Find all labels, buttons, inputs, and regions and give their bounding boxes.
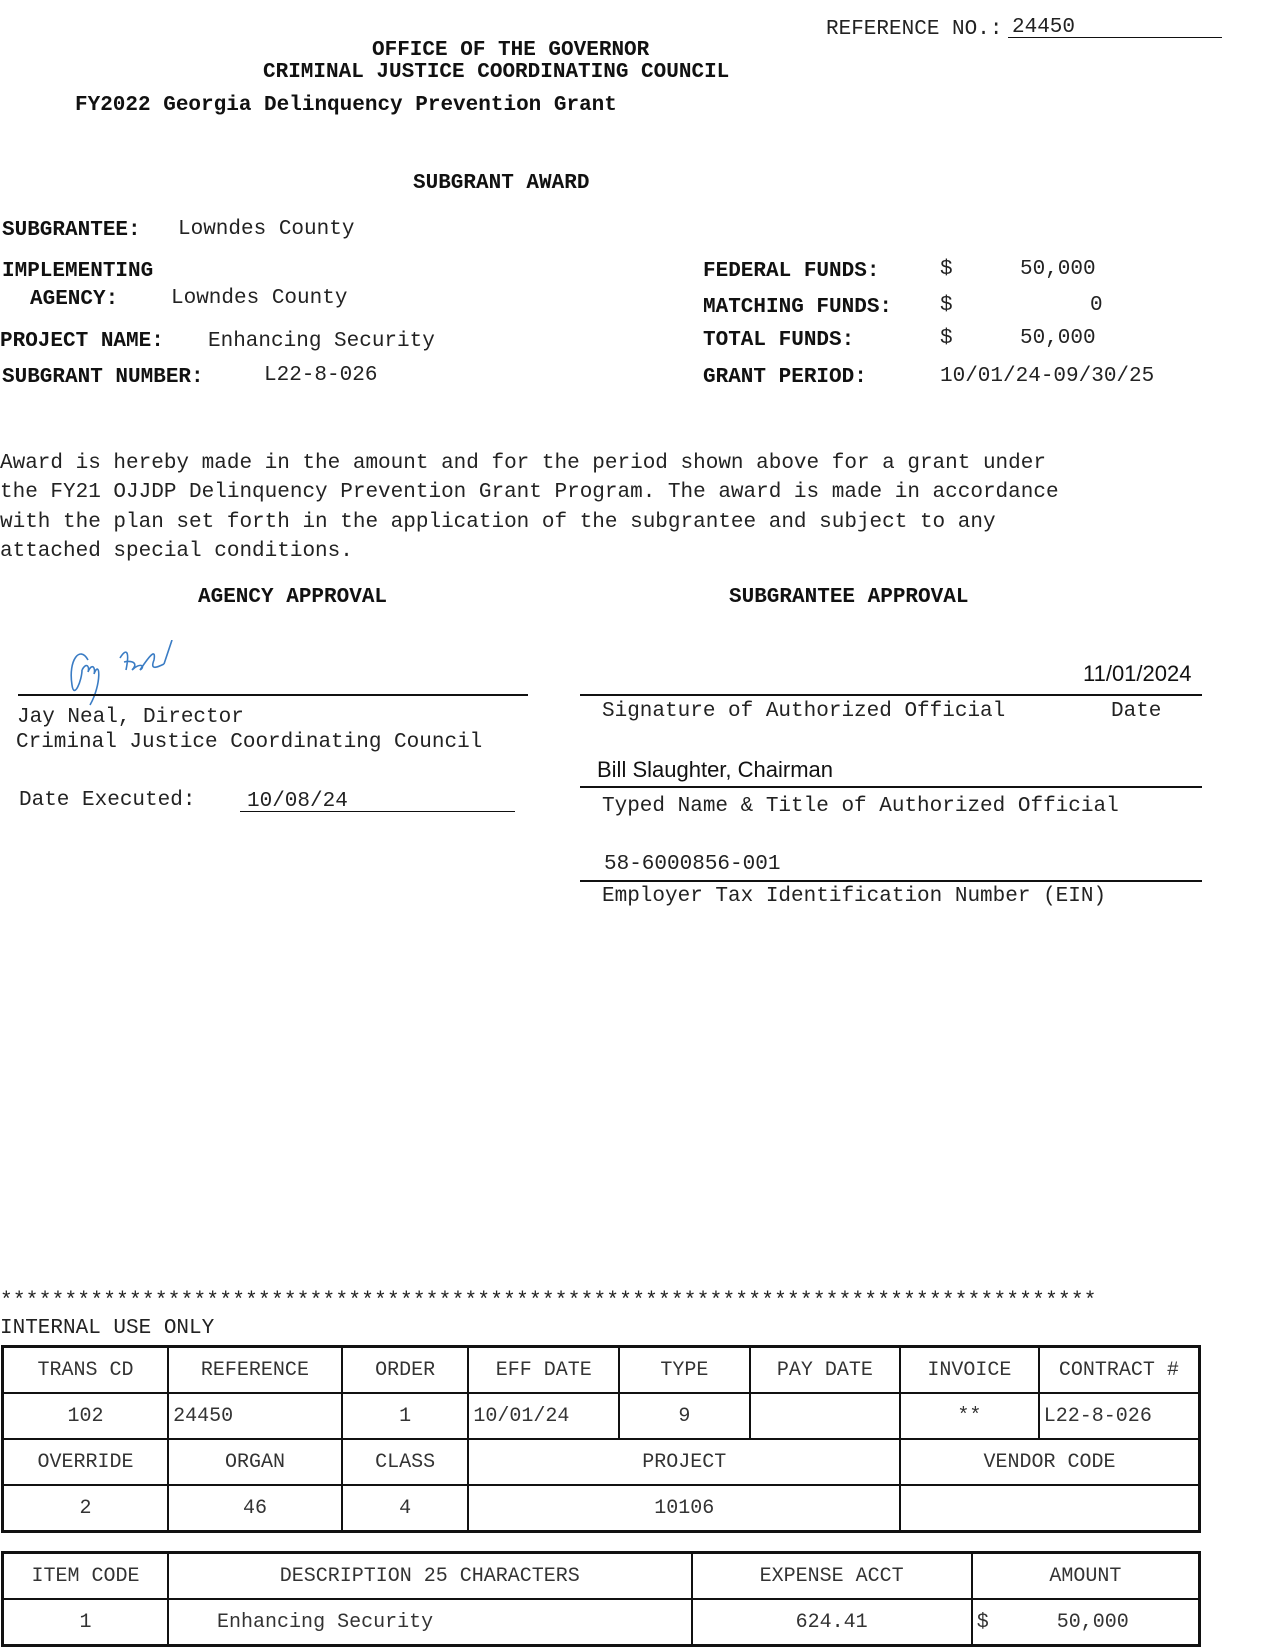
header-cell: ITEM CODE bbox=[3, 1553, 169, 1600]
cell: 9 bbox=[619, 1393, 750, 1439]
table-row bbox=[3, 1347, 1200, 1394]
amount-cell bbox=[972, 1599, 1200, 1646]
award-line: with the plan set forth in the application of the subgrantee and subject to any bbox=[0, 510, 996, 534]
subgrantee-sign-date: 11/01/2024 bbox=[1083, 661, 1192, 686]
office-title: OFFICE OF THE GOVERNOR bbox=[372, 39, 650, 62]
reference-underline bbox=[1008, 37, 1222, 38]
subgrant-number-label: SUBGRANT NUMBER: bbox=[2, 366, 204, 389]
date-label: Date bbox=[1111, 700, 1162, 723]
subgrantee-value: Lowndes County bbox=[178, 218, 355, 241]
cell bbox=[900, 1485, 1199, 1532]
federal-value: 50,000 bbox=[1020, 258, 1096, 281]
separator-stars: ************************************************************************************* bbox=[0, 1290, 1097, 1313]
project-label: PROJECT NAME: bbox=[0, 330, 164, 353]
typed-name-value: Bill Slaughter, Chairman bbox=[597, 757, 834, 782]
ein-line bbox=[580, 880, 1202, 882]
header-cell: TYPE bbox=[619, 1347, 750, 1394]
typed-name-label: Typed Name & Title of Authorized Official bbox=[602, 795, 1119, 818]
cell: 10/01/24 bbox=[468, 1393, 619, 1439]
total-value: 50,000 bbox=[1020, 327, 1096, 350]
council-title: CRIMINAL JUSTICE COORDINATING COUNCIL bbox=[263, 61, 730, 84]
subgrantee-approval-heading: SUBGRANTEE APPROVAL bbox=[729, 586, 969, 609]
agency-signature-line bbox=[18, 694, 528, 696]
period-value: 10/01/24-09/30/25 bbox=[940, 365, 1155, 388]
header-cell: EFF DATE bbox=[468, 1347, 619, 1394]
cell: 102 bbox=[3, 1393, 169, 1439]
cell: L22-8-026 bbox=[1039, 1393, 1200, 1439]
matching-label: MATCHING FUNDS: bbox=[703, 296, 893, 319]
total-label: TOTAL FUNDS: bbox=[703, 329, 855, 352]
subgrantee-label: SUBGRANTEE: bbox=[2, 219, 141, 242]
director-name: Jay Neal, Director bbox=[17, 706, 244, 729]
cell bbox=[750, 1393, 900, 1439]
header-cell: CLASS bbox=[342, 1439, 469, 1485]
cell: 624.41 bbox=[692, 1599, 972, 1646]
cell: 4 bbox=[342, 1485, 469, 1532]
agency-value: Lowndes County bbox=[171, 287, 348, 310]
table-row bbox=[3, 1599, 1200, 1646]
header-cell: ORGAN bbox=[168, 1439, 342, 1485]
federal-label: FEDERAL FUNDS: bbox=[703, 260, 880, 283]
cell: 1 bbox=[3, 1599, 169, 1646]
header-cell: CONTRACT # bbox=[1039, 1347, 1200, 1394]
matching-value: 0 bbox=[1090, 294, 1103, 317]
subgrantee-signature-line bbox=[580, 694, 1202, 696]
page-title: SUBGRANT AWARD bbox=[413, 172, 590, 195]
amount-currency: $ bbox=[976, 1610, 989, 1634]
agency-approval-heading: AGENCY APPROVAL bbox=[198, 586, 388, 609]
director-org: Criminal Justice Coordinating Council bbox=[16, 731, 483, 754]
cell: 1 bbox=[342, 1393, 469, 1439]
table-row bbox=[3, 1393, 1200, 1439]
agency-label: AGENCY: bbox=[30, 288, 119, 311]
reference-label: REFERENCE NO.: bbox=[826, 18, 1003, 41]
header-cell: DESCRIPTION 25 CHARACTERS bbox=[168, 1553, 691, 1600]
cell: 10106 bbox=[468, 1485, 900, 1532]
header-cell: OVERRIDE bbox=[3, 1439, 169, 1485]
date-executed-line bbox=[240, 811, 515, 812]
header-cell: TRANS CD bbox=[3, 1347, 169, 1394]
project-value: Enhancing Security bbox=[208, 330, 435, 353]
reference-number: 24450 bbox=[1012, 16, 1076, 39]
subgrant-number-value: L22-8-026 bbox=[264, 364, 378, 387]
cell: 2 bbox=[3, 1485, 169, 1532]
award-line: the FY21 OJJDP Delinquency Prevention Grant Program. The award is made in accordance bbox=[0, 481, 1059, 504]
matching-currency: $ bbox=[940, 294, 953, 317]
typed-name-line bbox=[580, 786, 1202, 788]
total-currency: $ bbox=[940, 327, 953, 350]
header-cell: ORDER bbox=[342, 1347, 469, 1394]
date-executed-value: 10/08/24 bbox=[247, 790, 348, 813]
date-executed-label: Date Executed: bbox=[19, 789, 196, 812]
table-row bbox=[3, 1553, 1200, 1600]
ein-value: 58-6000856-001 bbox=[604, 853, 781, 876]
amount-value: 50,000 bbox=[1056, 1610, 1129, 1634]
implementing-label: IMPLEMENTING bbox=[2, 260, 154, 283]
cell: ** bbox=[900, 1393, 1039, 1439]
period-label: GRANT PERIOD: bbox=[703, 366, 867, 389]
header-cell: VENDOR CODE bbox=[900, 1439, 1199, 1485]
signature-jay-neal bbox=[60, 640, 200, 710]
header-cell: INVOICE bbox=[900, 1347, 1039, 1394]
ein-label: Employer Tax Identification Number (EIN) bbox=[602, 885, 1107, 908]
header-cell: PAY DATE bbox=[750, 1347, 900, 1394]
signature-label: Signature of Authorized Official bbox=[602, 700, 1006, 723]
header-cell: AMOUNT bbox=[972, 1553, 1200, 1600]
cell: Enhancing Security bbox=[168, 1599, 691, 1646]
grant-title: FY2022 Georgia Delinquency Prevention Grant bbox=[75, 94, 617, 117]
table-row bbox=[3, 1485, 1200, 1532]
internal-table-1 bbox=[1, 1345, 1201, 1533]
award-line: Award is hereby made in the amount and for the period shown above for a grant under bbox=[0, 451, 1046, 475]
header-cell: REFERENCE bbox=[168, 1347, 342, 1394]
internal-use-label: INTERNAL USE ONLY bbox=[0, 1317, 215, 1340]
table-row bbox=[3, 1439, 1200, 1485]
header-cell: EXPENSE ACCT bbox=[692, 1553, 972, 1600]
award-text bbox=[0, 419, 1059, 596]
header-cell: PROJECT bbox=[468, 1439, 900, 1485]
internal-table-2 bbox=[1, 1551, 1201, 1647]
cell: 46 bbox=[168, 1485, 342, 1532]
award-line: attached special conditions. bbox=[0, 540, 353, 563]
federal-currency: $ bbox=[940, 258, 953, 281]
cell: 24450 bbox=[168, 1393, 342, 1439]
